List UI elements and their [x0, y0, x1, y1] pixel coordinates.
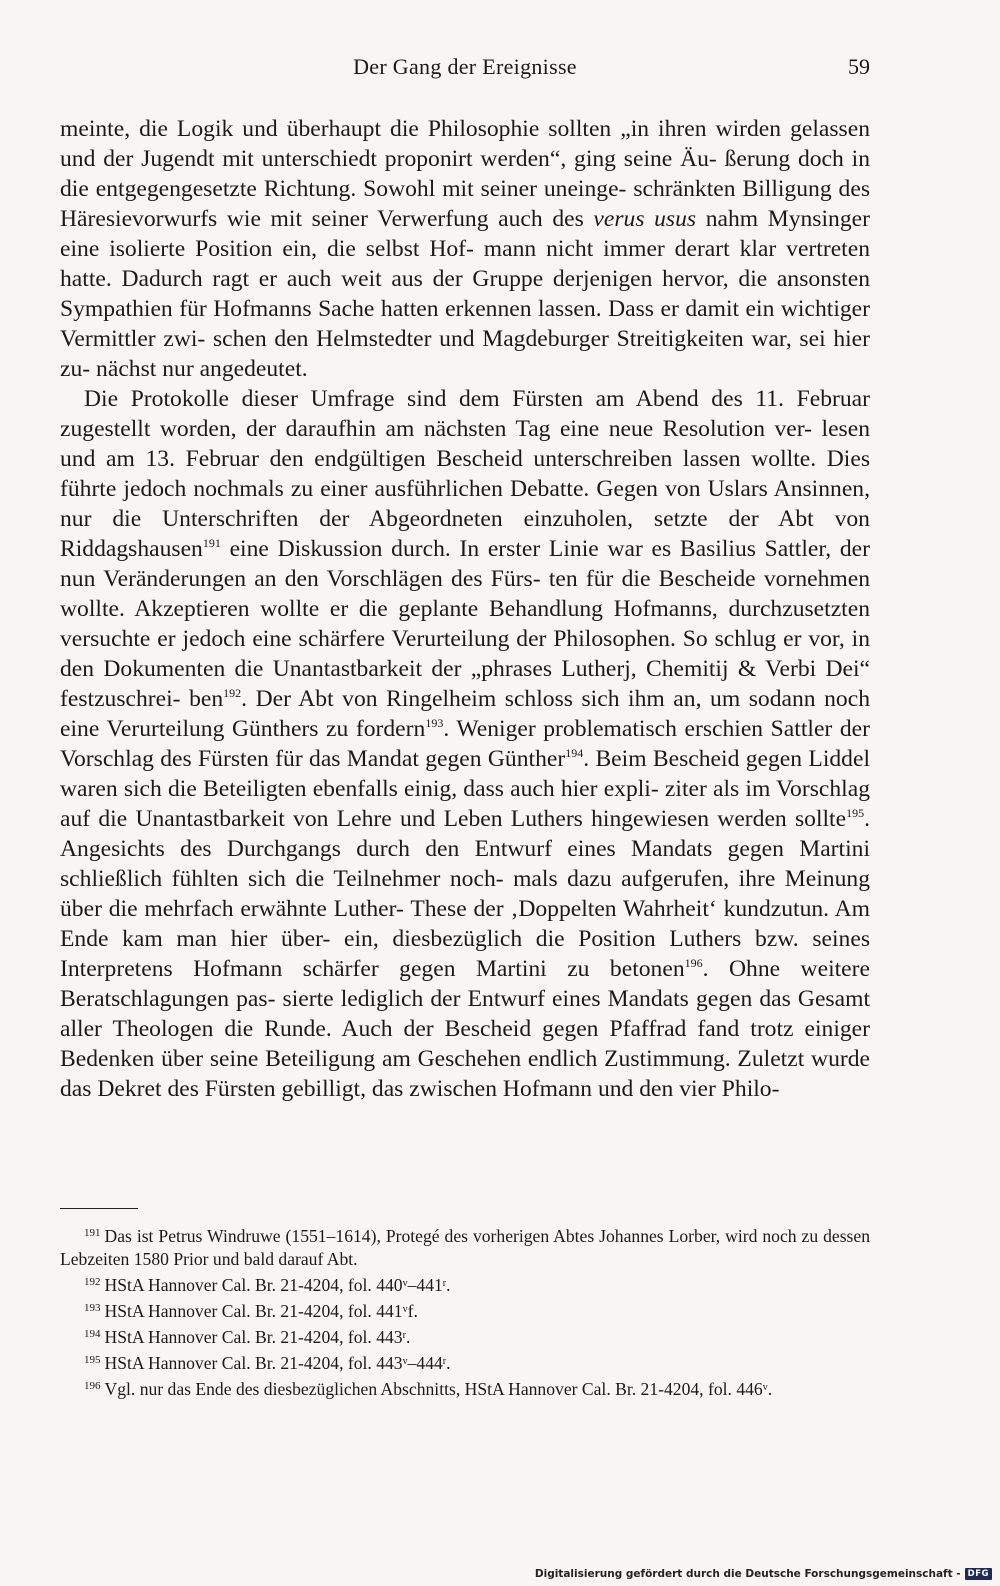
text-line: Verurteilung der Philosophen. So schlug er vor, in den Dokumenten die: [60, 626, 870, 682]
text-line: von Uslars Ansinnen, nur die Unterschriften der Abgeordneten einzuholen,: [60, 476, 870, 532]
text-line: hingewiesen werden sollte$^{195}$. Angesichts des Durchgangs durch den Entwurf: [60, 806, 870, 862]
running-head: Der Gang der Ereignisse: [353, 54, 577, 79]
text-line: zugestellt worden, der daraufhin am nächsten Tag eine neue Resolution ver-: [60, 416, 813, 442]
footnote-number: 193: [84, 1302, 101, 1314]
text-line: Die Protokolle dieser Umfrage sind dem Fürsten am Abend des 11. Februar: [84, 386, 870, 412]
text-line: ten für die Bescheide vornehmen wollte. Akzeptieren wollte er die geplante: [60, 566, 871, 622]
text-line: war es Basilius Sattler, der nun Veränderungen an den Vorschlägen des Fürs-: [60, 536, 870, 592]
footnote-number: 191: [84, 1227, 101, 1239]
footnote-text: Vgl. nur das Ende des diesbezüglichen Abschnitts, HStA Hannover Cal. Br. 21-4204, fol. 446$^v$.: [104, 1379, 773, 1399]
paragraph-2: [60, 384, 870, 1104]
page-number: 59: [848, 54, 870, 79]
footnote-194: [60, 1323, 870, 1349]
text-line: über seine Beteiligung am Geschehen endlich Zustimmung. Zuletzt wurde: [161, 1046, 870, 1072]
text-line: der Vorschlag des Fürsten für das Mandat gegen Günther$^{194}$. Beim Bescheid: [60, 716, 870, 772]
paragraph-1: [60, 114, 870, 384]
text-line: schen den Helmstedter und Magdeburger Streitigkeiten war, sei hier zu-: [60, 326, 870, 382]
text-line: These der ‚Doppelten Wahrheit‘ kundzutun. Am Ende kam man hier über-: [60, 896, 871, 952]
footnote-text: HStA Hannover Cal. Br. 21-4204, fol. 443$^r$.: [104, 1327, 411, 1347]
text-line: gegen Liddel waren sich die Beteiligten ebenfalls einig, dass auch hier expli-: [60, 746, 870, 802]
footnote-193: [60, 1297, 870, 1323]
text-line: mann nicht immer derart klar vertreten hatte. Dadurch ragt er auch weit aus: [60, 236, 870, 292]
text-line: Sache hatten erkennen lassen. Dass er damit ein wichtiger Vermittler zwi-: [60, 296, 870, 352]
text-line: ziter als im Vorschlag auf die Unantastbarkeit von Lehre und Leben Luthers: [60, 776, 870, 832]
page-header: [60, 54, 870, 88]
text-line: schärfer gegen Martini zu betonen$^{196}$. Ohne weitere Beratschlagungen pas-: [60, 956, 870, 1012]
text-line: nächst nur angedeutet.: [96, 356, 308, 382]
footnote-number: 192: [84, 1276, 101, 1288]
footnote-number: 195: [84, 1354, 101, 1366]
text-line: Verurteilung Günthers zu fordern$^{193}$. Weniger problematisch erschien Sattler: [106, 716, 833, 742]
text-line: schränkten Billigung des Häresievorwurfs wie mit seiner Verwerfung auch: [60, 176, 870, 232]
footnote-divider: [60, 1208, 138, 1209]
digitization-text: Digitalisierung gefördert durch die Deutsche Forschungsgemeinschaft -: [534, 1568, 961, 1580]
footnote-text: HStA Hannover Cal. Br. 21-4204, fol. 443$^v$–444$^r$.: [104, 1353, 451, 1373]
dfg-logo: DFG: [965, 1568, 992, 1580]
body-text: [60, 114, 870, 1104]
footnote-number: 194: [84, 1328, 101, 1340]
footnote-196: [60, 1375, 870, 1401]
text-line: gelassen und der Jugendt mit unterschiedt proponirt werden“, ging seine Äu-: [60, 116, 870, 172]
footnotes: [60, 1222, 870, 1401]
footnote-text: HStA Hannover Cal. Br. 21-4204, fol. 441$^v$f.: [104, 1301, 418, 1321]
text-line: des verus usus nahm Mynsinger eine isolierte Position ein, die selbst Hof-: [60, 206, 870, 262]
text-line: mals dazu aufgerufen, ihre Meinung über die mehrfach erwähnte Luther-: [60, 866, 870, 922]
text-line: ßerung doch in die entgegengesetzte Richtung. Sowohl mit seiner uneinge-: [60, 146, 870, 202]
text-line: Behandlung Hofmanns, durchzusetzten versuchte er jedoch eine schärfere: [60, 596, 871, 652]
footnote-192: [60, 1271, 870, 1297]
text-line: der Gruppe derjenigen hervor, die ansonsten Sympathien für Hofmanns: [60, 266, 870, 322]
footnote-number: 196: [84, 1380, 101, 1392]
footnote-195: [60, 1349, 870, 1375]
text-line: lesen und am 13. Februar den endgültigen Bescheid unterschreiben lassen: [60, 416, 870, 472]
text-line: wollte. Dies führte jedoch nochmals zu einer ausführlichen Debatte. Gegen: [60, 446, 870, 502]
text-line: sierte lediglich der Entwurf eines Mandats gegen das Gesamt aller Theologen: [60, 986, 870, 1042]
text-line: die Runde. Auch der Bescheid gegen Pfaffrad fand trotz einiger Bedenken: [60, 1016, 871, 1072]
text-line: Unantastbarkeit der „phrases Lutherj, Chemitij & Verbi Dei“ festzuschrei-: [60, 656, 871, 712]
text-line: das Dekret des Fürsten gebilligt, das zwischen Hofmann und den vier Philo-: [60, 1076, 780, 1102]
digitization-note: [535, 1566, 992, 1582]
text-line: ein, diesbezüglich die Position Luthers bzw. seines Interpretens Hofmann: [60, 926, 870, 982]
text-line: setzte der Abt von Riddagshausen$^{191}$ eine Diskussion durch. In erster Linie: [60, 506, 870, 562]
text-line: ben$^{192}$. Der Abt von Ringelheim schloss sich ihm an, um sodann noch eine: [60, 686, 870, 742]
text-line: eines Mandats gegen Martini schließlich fühlten sich die Teilnehmer noch-: [60, 836, 870, 892]
text-line: meinte, die Logik und überhaupt die Philosophie sollten „in ihren wirden: [60, 116, 782, 142]
footnote-text: HStA Hannover Cal. Br. 21-4204, fol. 440$^v$–441$^r$.: [104, 1275, 451, 1295]
footnote-text: Das ist Petrus Windruwe (1551–1614), Protegé des vorherigen Abtes Johannes Lorber, wird noch zu dessen Lebzeiten 1580 Prior und bald darauf Abt.: [60, 1226, 870, 1269]
footnote-191: [60, 1222, 870, 1271]
